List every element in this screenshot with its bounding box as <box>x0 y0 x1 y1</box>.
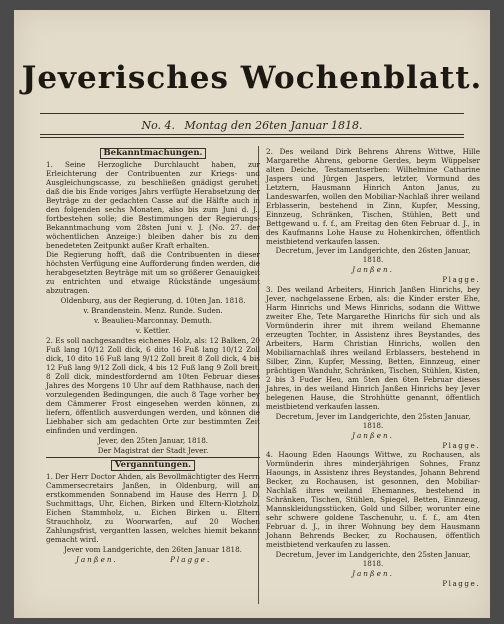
left-column <box>46 148 260 566</box>
auction-4-signature-2: Plagge. <box>442 578 480 588</box>
auction-1-date: Jever vom Landgerichte, den 26ten Januar 1818. <box>64 545 242 555</box>
announcement-1-text-2: Die Regierung hofft, daß die Contribuenten in dieser höchsten Verfügung eine Aufforderung finden werden, die herabgesetzten Beyträge mit um so größerer Genauigkeit zu entrichten und etwaige Rückstände ungesäumt abzutragen. <box>46 250 260 296</box>
auction-2-signature-2: Plagge. <box>442 275 480 285</box>
announcement-1-text: 1. Seine Herzogliche Durchlaucht haben, zur Erleichterung der Contribuenten zur Kriegs- und Ausgleichungscasse, zu beschließen gnädigst geruhet: daß die bis Ende voriges Jahrs verfügte Herabsetzung der Beyträge zu der gedachten Casse auf die Hälfte auch in den folgenden sechs Monaten, also bis zum Juni d. J., fortbestehen solle; die Bestimmungen der Regierungs-Bekanntmachung vom 28sten Juni v. J. (No. 27. der wöchentlichen Anzeige:) bleiben daher bis zu dem benedeteten Zeitpunkt außer Kraft erhalten. <box>46 159 260 250</box>
announcement-1-signature: v. Kettler. <box>135 326 171 336</box>
section-title-auctions: Verganntungen. <box>111 460 195 471</box>
auction-4-text: 4. Haoung Eden Haoungs Wittwe, zu Rochausen, als Vormünderin ihres minderjährigen Sohnes, Franz Haoungs, in Assistenz ihres Beystandes, Johann Behrend Becker, zu Rochausen, ist gesonnen, den Mobiliar-Nachlaß ihres weiland Ehemannes, bestehend in Schränken, Tischen, Stühlen, Spiegel, Betten, Einnzeug, Mannskleidungsstücken, Gold und Silber, worunter eine sehr schwere goldene Taschenuhr, u. f. f., am 4ten Februar d. J., in ihrer Wohnung bey dem Hausmann Johann Behrends Becker, zu Rochausen, öffentlich meistbietend verkaufen zu lassen. <box>266 450 480 549</box>
signature-jansen: Janßen. <box>76 554 118 564</box>
auction-1-text: 1. Der Herr Doctor Ahden, als Bevollmächtigter des Herrn Cammersecretairs Janßen, in Oldenburg, will am erstkommenden Sonnabend im Hause des Herrn J. D. Suchmittags, Uhr, Eichen, Birken und Eltern-Klotzholz, Eichen Stammholz, u. Eichen Birken u. Eltern Strauchholz, zu Woorwarfen, auf 20 Wochen Zahlungsfrist, vergantten lassen, welches hiemit bekannt gemacht wird. <box>46 472 260 545</box>
right-column <box>266 148 480 590</box>
announcement-2-text: 2. Es soll nachgesandtes eichenes Holz, als: 12 Balken, 20 Fuß lang 10/12 Zoll dick, 6 dito 16 Fuß lang 10/12 Zoll dick, 10 dito 16 Fuß lang 9/12 Zoll breit 8 Zoll dick, 4 bis 12 Fuß lang 9/12 Zoll dick, 4 bis 12 Fuß lang 9 Zoll breit, 8 Zoll dick, mindestfordernd am 10ten Februar dieses Jahres des Morgens 10 Uhr auf dem Rathhause, nach den vorzulegenden Bedingungen, die auch 8 Tage vorher bey dem Cämmerer Frost eingesehen werden können, zu liefern, öffentlich ausverdungen werden, und können die Liebhaber sich am gedachten Orte zur bestimmten Zeit einfinden und verdingen. <box>46 336 260 435</box>
dateline-rule <box>40 134 464 135</box>
newspaper-page <box>14 10 490 618</box>
auction-3-text: 3. Des weiland Arbeiters, Hinrich Janßen Hinrichs, bey Jever, nachgelassene Erben, als: die Kinder erster Ehe, Harm Hinrichs und Mews Hinrichs, sodann die Wittwe zweiter Ehe, Tete Margarethe Hinrichs für sich und als Vormünderin ihrer mit ihrem weiland Ehemanne erzeugten Tochter, in Assistenz ihres Beystandes, des Arbeiters, Harm Christian Hinrichs, wollen den Mobiliarnachlaß ihres weiland Erblassers, bestehend in Silber, Zinn, Kupfer, Messing, Betten, Einnzeug, einer prächtigen Wanduhr, Schränken, Tischen, Stühlen, Kisten, 2 bis 3 Fuder Heu, am 5ten den 6ten Februar dieses Jahres, in des weiland Hinrich Janßen Hinrichs bey Jever belegenen Hause, die Strohhütte genannt, öffentlich meistbietend verkaufen lassen. <box>266 285 480 411</box>
auction-4-date: Decretum, Jever im Landgerichte, den 25sten Januar, 1818. <box>275 549 471 568</box>
issue-date: Montag den 26ten Januar 1818. <box>184 119 363 132</box>
announcement-1-names-2: v. Beaulieu-Marconnay. Demuth. <box>93 316 213 326</box>
dateline-rule-double <box>40 137 464 138</box>
top-rule <box>40 113 464 114</box>
auction-4-signature-1: Janßen. <box>352 568 394 578</box>
auction-1-signatures <box>46 556 260 565</box>
announcement-1-place: Oldenburg, aus der Regierung, d. 10ten Jan. 1818. <box>60 296 246 306</box>
announcement-2-date: Jever, den 25ten Januar, 1818. <box>97 435 209 445</box>
section-rule <box>46 457 260 458</box>
auction-3-date: Decretum, Jever im Landgerichte, den 25sten Januar, 1818. <box>275 411 471 430</box>
section-title-announcements: Bekanntmachungen. <box>100 148 207 159</box>
auction-3-signature-1: Janßen. <box>352 430 394 440</box>
auction-2-text: 2. Des weiland Dirk Behrens Ahrens Wittwe, Hille Margarethe Ahrens, geborne Gerdes, beym Wüppelser alten Deiche, Testamentserben: Wilhelmine Catharine Jaspers und Jürgen Jaspers, letzter, Vormund des Letztern, Hausmann Hinrich Anton Janus, zu Landeswarfen, wollen den Mobiliar-Nachlaß ihrer weiland Erblasserin, bestehend in Zinn, Kupfer, Messing, Einnzeug, Schränken, Tischen, Stühlen, Bett und Bettgewand u. f. f., am Freitag den 6ten Februar d. J., in des Kaufmanns Lohe Hause zu Hohenkirchen, öffentlich meistbietend verkaufen lassen. <box>266 147 480 246</box>
auction-3-signature-2: Plagge. <box>442 440 480 450</box>
auction-2-signature-1: Janßen. <box>352 265 394 275</box>
masthead-title: Jeverisches Wochenblatt. <box>21 60 483 96</box>
announcement-2-signature: Der Magistrat der Stadt Jever. <box>97 445 209 455</box>
auction-2-date: Decretum, Jever im Landgerichte, den 26sten Januar, 1818. <box>275 246 471 265</box>
announcement-1-names: v. Brandenstein. Menz. Runde. Suden. <box>83 306 223 316</box>
signature-plagge: Plagge. <box>170 554 212 564</box>
dateline <box>40 119 464 132</box>
issue-number: No. 4. <box>141 119 175 132</box>
